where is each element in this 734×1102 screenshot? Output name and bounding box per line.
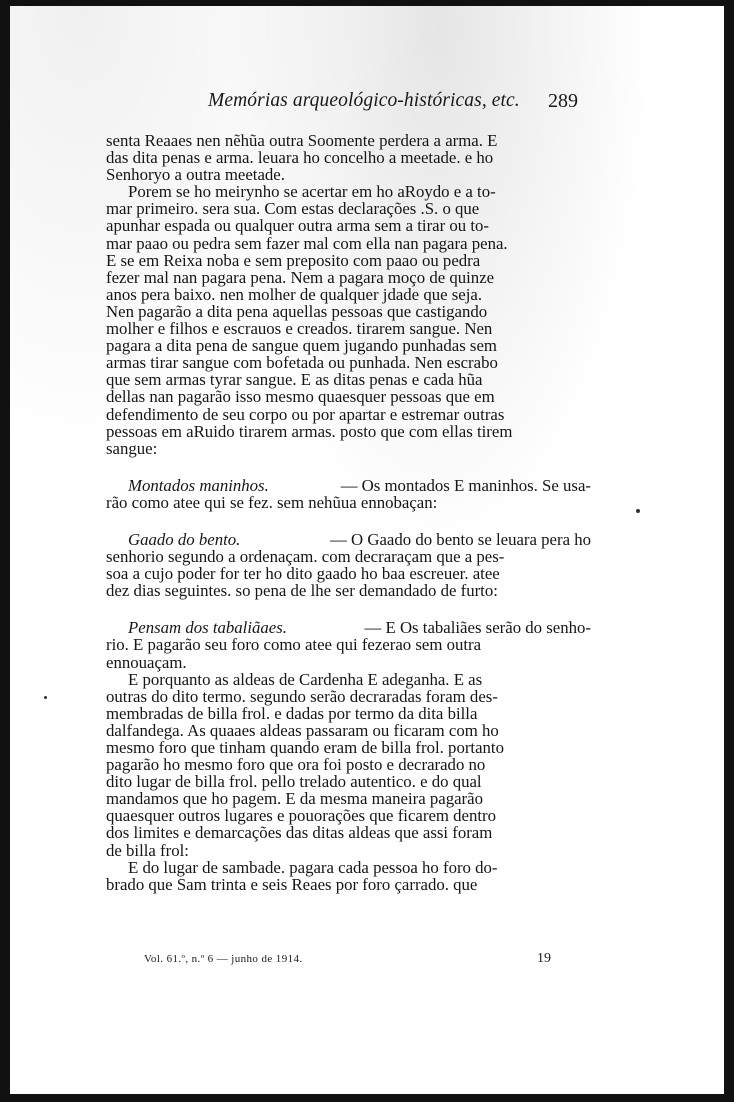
running-title: Memórias arqueológico-históricas, etc. bbox=[208, 90, 520, 111]
text-line: pessoas em aRuido tirarem armas. posto que com ellas tirem bbox=[106, 421, 513, 441]
text-line: dez dias seguintes. so pena de lhe ser demandado de furto: bbox=[106, 581, 498, 601]
text-line: dellas nan pagarão isso mesmo quaesquer pessoas que em bbox=[106, 387, 495, 407]
body-text bbox=[106, 132, 591, 893]
text-line: E se em Reixa noba e sem preposito com paao ou pedra bbox=[106, 250, 481, 270]
text-line: Porem se ho meirynho se acertar em ho aRoydo e a to- bbox=[128, 182, 496, 202]
text-line: ennouaçam. bbox=[106, 652, 187, 672]
text-line: mar paao ou pedra sem fazer mal com ella nan pagara pena. bbox=[106, 233, 508, 253]
text-line: membradas de billa frol. e dadas por termo da dita billa bbox=[106, 703, 478, 723]
book-page bbox=[10, 6, 724, 1094]
text-line: que sem armas tyrar sangue. E as ditas penas e cada hũa bbox=[106, 370, 483, 390]
text-line: Gaado do bento. — O Gaado do bento se leuara pera ho bbox=[128, 529, 591, 549]
text-line: dalfandega. As quaaes aldeas passaram ou ficaram com ho bbox=[106, 720, 499, 740]
section-heading: Montados maninhos. bbox=[128, 475, 269, 495]
volume-footer: Vol. 61.º, n.º 6 — junho de 1914. bbox=[144, 953, 303, 965]
text-line: quaesquer outros lugares e pouorações que ficarem dentro bbox=[106, 806, 497, 826]
page-number: 289 bbox=[548, 90, 578, 112]
text-line: Montados maninhos. — Os montados E maninhos. Se usa- bbox=[128, 475, 591, 495]
text-line: molher e filhos e escrauos e creados. tirarem sangue. Nen bbox=[106, 319, 493, 339]
text-line: mar primeiro. sera sua. Com estas declarações .S. o que bbox=[106, 199, 480, 219]
text-line: pagara a dita pena de sangue quem jugando punhadas sem bbox=[106, 336, 497, 356]
text-line: anos pera baixo. nen molher de qualquer jdade que seja. bbox=[106, 284, 483, 304]
section-heading: Pensam dos tabaliãaes. bbox=[128, 618, 287, 638]
text-line: mandamos que ho pagem. E da mesma maneira pagarão bbox=[106, 789, 483, 809]
text-line: Nen pagarão a dita pena aquellas pessoas que castigando bbox=[106, 301, 488, 321]
text-line: Pensam dos tabaliãaes. — E Os tabaliães serão do senho- bbox=[128, 618, 591, 638]
text-line: de billa frol: bbox=[106, 840, 189, 860]
text-line: defendimento de seu corpo ou por apartar e estremar outras bbox=[106, 404, 505, 424]
text-line: pagarão ho mesmo foro que ora foi posto e decrarado no bbox=[106, 755, 486, 775]
text-line: rio. E pagarão seu foro como atee qui fezerao sem outra bbox=[106, 635, 482, 655]
text-line: mesmo foro que tinham quando eram de billa frol. portanto bbox=[106, 738, 504, 757]
text-line: dos limites e demarcações das ditas aldeas que assi foram bbox=[106, 823, 493, 843]
text-line: dito lugar de billa frol. pello trelado autentico. e do qual bbox=[106, 772, 482, 792]
text-line: E do lugar de sambade. pagara cada pessoa ho foro do- bbox=[128, 857, 498, 877]
section-heading: Gaado do bento. bbox=[128, 529, 241, 549]
text-line: brado que Sam trinta e seis Reaes por foro çarrado. que bbox=[106, 874, 478, 894]
text-line: rão como atee qui se fez. sem nehũua ennobaçan: bbox=[106, 492, 438, 512]
text-line: armas tirar sangue com bofetada ou punhada. Nen escrabo bbox=[106, 353, 498, 373]
text-line: apunhar espada ou qualquer outra arma sem a tirar ou to- bbox=[106, 216, 490, 236]
text-line: senhorio segundo a ordenaçam. com decraraçam que a pes- bbox=[106, 547, 505, 567]
text-line: das dita penas e arma. leuara ho concelho a meetade. e ho bbox=[106, 148, 494, 168]
text-line: senta Reaaes nen nẽhũa outra Soomente perdera a arma. E bbox=[106, 131, 498, 150]
text-line: soa a cujo poder for ter ho dito gaado ho baa escreuer. atee bbox=[106, 564, 500, 584]
text-line: outras do dito termo. segundo serão decraradas foram des- bbox=[106, 686, 498, 706]
text-line: Senhoryo a outra meetade. bbox=[106, 165, 285, 185]
signature-mark: 19 bbox=[537, 951, 551, 966]
text-line: sangue: bbox=[106, 438, 158, 458]
text-line: fezer mal nan pagara pena. Nem a pagara moço de quinze bbox=[106, 267, 495, 287]
text-line: E porquanto as aldeas de Cardenha E adeganha. E as bbox=[128, 669, 483, 689]
